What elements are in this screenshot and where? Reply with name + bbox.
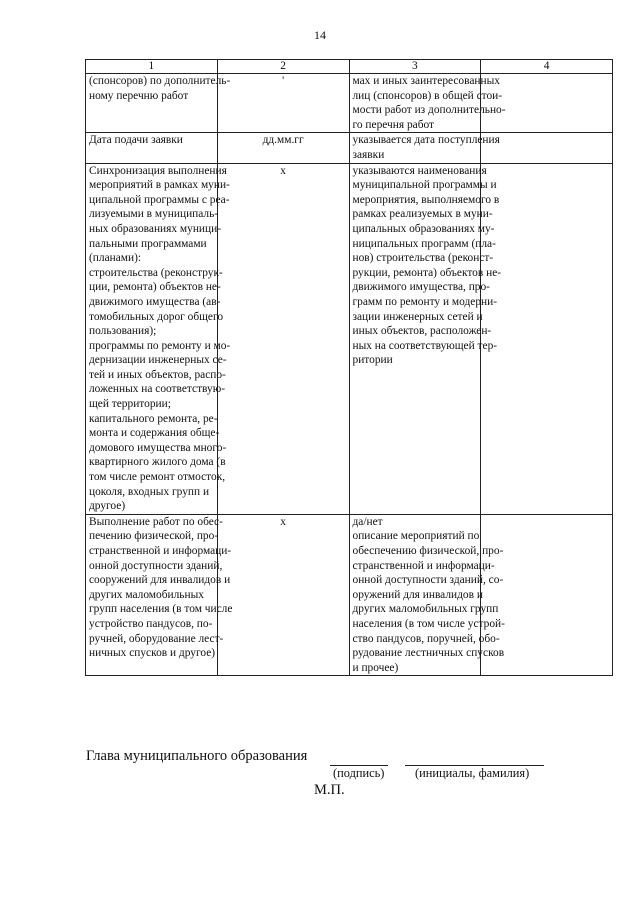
cell-text-line: странственной и информаци- (89, 545, 232, 557)
table-cell-3 (349, 133, 500, 163)
name-caption: (инициалы, фамилия) (415, 766, 530, 780)
table-cell-2 (217, 163, 349, 514)
cell-text-line: ных образованиях муници- (89, 222, 221, 235)
cell-text-line: Выполнение работ по обес- (89, 515, 223, 528)
table-row (86, 163, 613, 514)
cell-text-line: цоколя, входных групп и (89, 485, 210, 498)
signature-title: Глава муниципального образования (86, 748, 308, 764)
table-row (86, 74, 613, 133)
cell-text-line: строительства (реконструк- (89, 266, 223, 279)
cell-text-line: зации инженерных сетей и (352, 310, 483, 323)
column-header-1: 1 (86, 60, 218, 74)
cell-text-line: (планами): (89, 252, 142, 265)
cell-text-line: монта и содержания обще- (89, 427, 220, 440)
cell-text-line: ниципальных программ (пла- (352, 237, 496, 250)
cell-text-line: других маломобильных групп (352, 603, 499, 616)
column-header-2: 2 (217, 60, 349, 74)
cell-text-line: да/нет (352, 515, 383, 528)
cell-text-line: иных объектов, расположен- (352, 325, 492, 338)
cell-text-line: ных на соответствующей тер- (352, 339, 498, 352)
table-cell-2 (217, 514, 349, 676)
table-cell-1 (86, 74, 231, 133)
cell-text-line: х (280, 515, 286, 528)
cell-text-line: и прочее) (352, 661, 399, 674)
table-cell-3 (349, 163, 502, 514)
cell-text-line: ничных спусков и другое) (89, 647, 216, 660)
cell-text-line: дернизации инженерных се- (89, 354, 227, 367)
cell-text-line: щей территории; (89, 398, 171, 411)
table-row (86, 514, 613, 676)
cell-text-line: дд.мм.гг (262, 134, 304, 147)
cell-text-line: грамм по ремонту и модерни- (352, 295, 497, 308)
cell-text-line: лизуемыми в муниципаль- (89, 208, 219, 221)
cell-text-line: ручней, оборудование лест- (89, 632, 224, 645)
cell-text-line: онной доступности зданий, (89, 559, 223, 572)
cell-text-line: пользования); (89, 325, 157, 338)
cell-text-line: домового имущества много- (89, 441, 227, 454)
table-cell-1 (86, 163, 231, 514)
table-cell-1 (86, 514, 233, 676)
cell-text-line: описание мероприятий по (352, 530, 480, 543)
cell-text-line: указывается дата поступления (352, 134, 500, 147)
table-cell-2 (217, 133, 349, 163)
table-cell-3 (349, 74, 506, 133)
cell-text-line: рудование лестничных спусков (352, 647, 505, 660)
cell-text-line: Синхронизация выполнения (89, 164, 227, 177)
cell-text-line: сооружений для инвалидов и (89, 574, 231, 587)
table-row (86, 133, 613, 163)
cell-text-line: квартирного жилого дома (в (89, 456, 226, 469)
cell-text-line: ципальных образованиях му- (352, 222, 495, 235)
cell-text-line: мости работ из дополнительно- (352, 104, 506, 117)
cell-text-line: заявки (352, 148, 385, 161)
cell-text-line: муниципальной программы и (352, 179, 497, 192)
column-header-4: 4 (481, 60, 613, 74)
table-cell-4 (481, 163, 613, 514)
cell-text-line: капитального ремонта, ре- (89, 412, 218, 425)
table-cell-2 (217, 74, 349, 133)
cell-text-line: пальными программами (89, 237, 207, 250)
cell-text-line: странственной и информаци- (352, 559, 495, 572)
cell-text-line: обеспечению физической, про- (352, 545, 504, 557)
cell-text-line: ложенных на соответствую- (89, 383, 226, 396)
table-cell-3 (349, 514, 505, 676)
page-number: 14 (314, 28, 326, 42)
cell-text-line: лиц (спонсоров) в общей стои- (352, 89, 503, 102)
cell-text-line: томобильных дорог общего (89, 310, 224, 323)
data-table (85, 59, 613, 676)
cell-text-line: мероприятия, выполняемого в (352, 193, 500, 206)
cell-text-line: других маломобильных (89, 588, 204, 601)
cell-text-line: ному перечню работ (89, 89, 189, 102)
cell-text-line: нов) строительства (реконст- (352, 252, 494, 265)
cell-text-line: Дата подачи заявки (89, 134, 183, 147)
cell-text-line: оружений для инвалидов и (352, 588, 483, 601)
cell-text-line: (спонсоров) по дополнитель- (89, 75, 231, 87)
cell-text-line: программы по ремонту и мо- (89, 339, 231, 352)
table-cell-1 (86, 133, 218, 163)
cell-text-line: печению физической, про- (89, 530, 219, 543)
cell-text-line: указываются наименования (352, 164, 487, 177)
column-header-3: 3 (349, 60, 481, 74)
cell-text-line: мероприятий в рамках муни- (89, 179, 230, 192)
table-header-row (86, 60, 613, 74)
cell-text-line: другое) (89, 500, 126, 513)
cell-text-line: том числе ремонт отмосток, (89, 471, 226, 484)
cell-text-line: онной доступности зданий, со- (352, 574, 504, 587)
cell-text-line: ритории (352, 354, 393, 367)
cell-text-line: го перечня работ (352, 118, 435, 131)
cell-text-line: рамках реализуемых в муни- (352, 208, 493, 221)
cell-text-line: устройство пандусов, по- (89, 617, 213, 630)
table-cell-4 (481, 133, 613, 163)
stamp-placeholder: М.П. (314, 782, 345, 798)
cell-text-line: ство пандусов, поручней, обо- (352, 632, 500, 645)
cell-text-line: движимого имущества (ав- (89, 295, 221, 308)
cell-text-line: групп населения (в том числе (89, 603, 233, 616)
cell-text-line: ципальной программы с реа- (89, 193, 230, 206)
cell-text-line: мах и иных заинтересованных (352, 75, 500, 87)
signature-caption: (подпись) (333, 766, 385, 780)
cell-text-line: движимого имущества, про- (352, 281, 490, 294)
cell-text-line: ции, ремонта) объектов не- (89, 281, 221, 294)
cell-text-line: тей и иных объектов, распо- (89, 368, 226, 381)
cell-text-line: рукции, ремонта) объектов не- (352, 266, 502, 279)
cell-text-line: населения (в том числе устрой- (352, 617, 505, 630)
cell-text-line: х (280, 164, 286, 177)
cell-text-line: ' (282, 75, 285, 87)
